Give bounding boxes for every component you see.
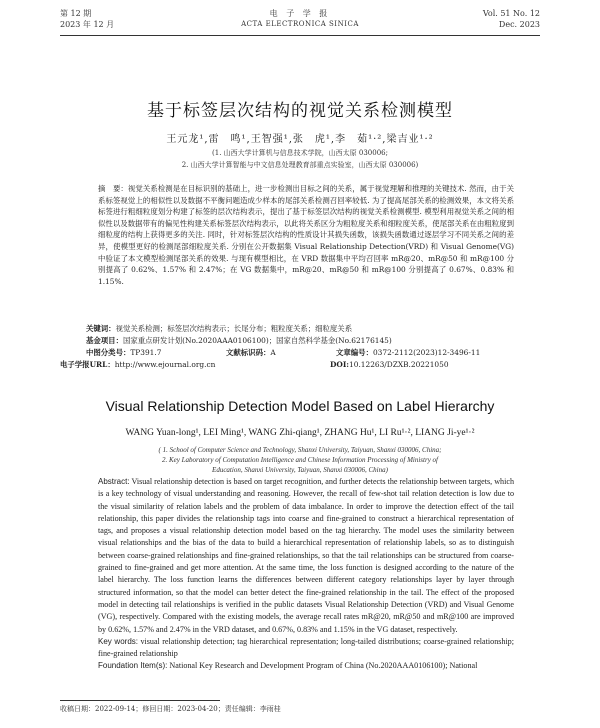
issue-cn: 第 12 期 [60,9,92,18]
abstract-en [86,476,514,673]
authors-en: WANG Yuan-long¹, LEI Ming¹, WANG Zhi-qiang¹, ZHANG Hu¹, LI Ru¹·², LIANG Ji-ye¹·² [125,428,475,438]
class-no-value: TP391.7 [130,348,162,357]
affiliation-en-3: Education, Shanxi University, Taiyuan, Shanxi 030006, China) [212,466,388,474]
received-dates: 收稿日期：2022-09-14；修回日期：2023-04-20；责任编辑：李雨桂 [60,705,281,713]
abstract-cn-text: 视觉关系检测是在目标识别的基础上，进一步检测出目标之间的关系，属于视觉理解和推理的关键技术. 然而，由于关系标签视觉上的相似性以及数据不平衡问题造成少样本的尾部关系检测召回率较低. 为了提高尾部关系的检测效果，本文将关系标签进行粗细粒度划分构建了标签的层次结构表示，提出了基于标签层次结构的视觉关系检测模型. 模型利用视觉关系之间的相似性以及数据带有的偏见性构建关系标签层次结构表示，以此将关系区分为粗粒度关系和细粒度关系，使尾部关系在由粗粒度到细粒度的结构上获得更多的关注. 同时，针对标签层次结构的性质设计其损失函数，该损失函数通过逐层学习不同关系之间的差异，使模型更好的检测尾部细粒度关系. 分别在公开数据集 Visual Relationship Detection(VRD) 和 Visual Genome(VG) 中验证了本文模型检测尾部关系的效果. 与现有模型相比，在 VRD 数据集中平均召回率 mR@20、mR@50 和 mR@100 分别提高了 0.62%、1.57% 和 2.47%；在 VG 数据集中，mR@20、mR@50 和 mR@100 分别提高了 0.67%、0.83% 和 1.15%. [98,184,514,286]
authors-cn: 王元龙¹,雷 鸣¹,王智强¹,张 虎¹,李 茹¹·²,梁吉业¹·² [166,134,434,145]
keywords-en [86,636,514,661]
affiliation-cn-1: (1. 山西大学计算机与信息技术学院，山西太原 030006; [212,149,388,157]
header-rule [60,35,540,36]
keywords-cn-text: 视觉关系检测；标签层次结构表示；长尾分布；粗粒度关系；细粒度关系 [115,324,353,333]
keywords-en-text: visual relationship detection; tag hierarchical representation; long-tailed distributions; coarse-grained relationship; fine-grained relationship [98,636,514,659]
keywords-cn [86,323,514,334]
journal-name-cn: 电 子 学 报 [269,9,331,18]
classification-row [86,347,514,358]
affiliation-en-1: ( 1. School of Computer Science and Technology, Shanxi University, Taiyuan, Shanxi 030006, China; [158,446,442,454]
doc-code-label: 文献标识码： [226,348,271,357]
abstract-cn [86,183,514,287]
paper-title-cn: 基于标签层次结构的视觉关系检测模型 [147,101,453,121]
journal-url[interactable]: http://www.ejournal.org.cn [114,360,216,369]
article-no-label: 文章编号： [336,348,373,357]
journal-name-en: ACTA ELECTRONICA SINICA [241,20,359,28]
volume-number: Vol. 51 No. 12 [482,9,540,18]
footer-rule [60,700,220,701]
abstract-en-label: Abstract: [98,477,130,486]
doi-label: DOI: [330,360,350,369]
running-header [60,8,540,38]
keywords-en-label: Key words: [98,636,138,646]
date-en: Dec. 2023 [498,20,540,29]
funding-en-text: National Key Research and Development Program of China (No.2020AAA0106100); National [169,661,478,671]
doc-code-value: A [270,348,276,357]
url-doi-row [60,359,488,370]
funding-en [86,660,514,672]
date-cn: 2023 年 12 月 [60,20,115,29]
funding-cn-label: 基金项目： [86,336,123,345]
header-center [60,8,540,30]
funding-en-label: Foundation Item(s): [98,661,168,671]
class-no-label: 中图分类号： [86,348,131,357]
paper-title-en: Visual Relationship Detection Model Based on Label Hierarchy [105,398,495,414]
url-label: 电子学报URL： [60,360,115,369]
funding-cn-text: 国家重点研发计划(No.2020AAA0106100)；国家自然科学基金(No.62176145) [122,336,392,345]
header-right [483,8,540,30]
affiliation-en-2: 2. Key Laboratory of Computation Intelligence and Chinese Information Processing of Ministry of [161,456,439,464]
abstract-en-text: Visual relationship detection is based on target recognition, and further detects the relationship between targets, which is a key technology of visual understanding and reasoning. However, the recall of few-shot tail relation detection is low due to the visual similarity of relation labels and the problem of data imbalance. In order to improve the detection effect of the tail relationship, this paper divides the relationship tags into coarse and fine-grained to construct a hierarchical representation of tags, and proposes a visual relationship detection model based on the tag hierarchy. The model uses the similarity between visual relationships and the bias of the data to build a hierarchical representation of relationship labels, so as to distinguish between coarse-grained relationships and fine-grained relationships, so that the tail relationships can be structured from coarse-grained to fine-grained and get more attention. At the same time, the loss function is designed according to the nature of the label hierarchy. The loss function learns the differences between different category relationships layer by layer through structured information, so that the model can better detect the fine-grained relationship in the tail. The effect of the proposed model in detecting tail relationships is verified in the public datasets Visual Relationship Detection (VRD) and Visual Genome (VG), respectively. Compared with the existing models, the average recall rates mR@20, mR@50 and mR@100 are improved by 0.62%, 1.57% and 2.47% in the VRD dataset, and 0.67%, 0.83% and 1.15% in the VG dataset, respectively. [98,477,514,634]
abstract-cn-label: 摘 要： [98,184,128,193]
affiliation-cn-2: 2. 山西大学计算智能与中文信息处理教育部重点实验室，山西太原 030006) [181,161,419,169]
keywords-cn-label: 关键词： [86,324,116,333]
doi-value[interactable]: 10.12263/DZXB.20221050 [349,360,449,369]
article-no-value: 0372-2112(2023)12-3496-11 [372,348,481,357]
funding-cn [86,335,514,346]
